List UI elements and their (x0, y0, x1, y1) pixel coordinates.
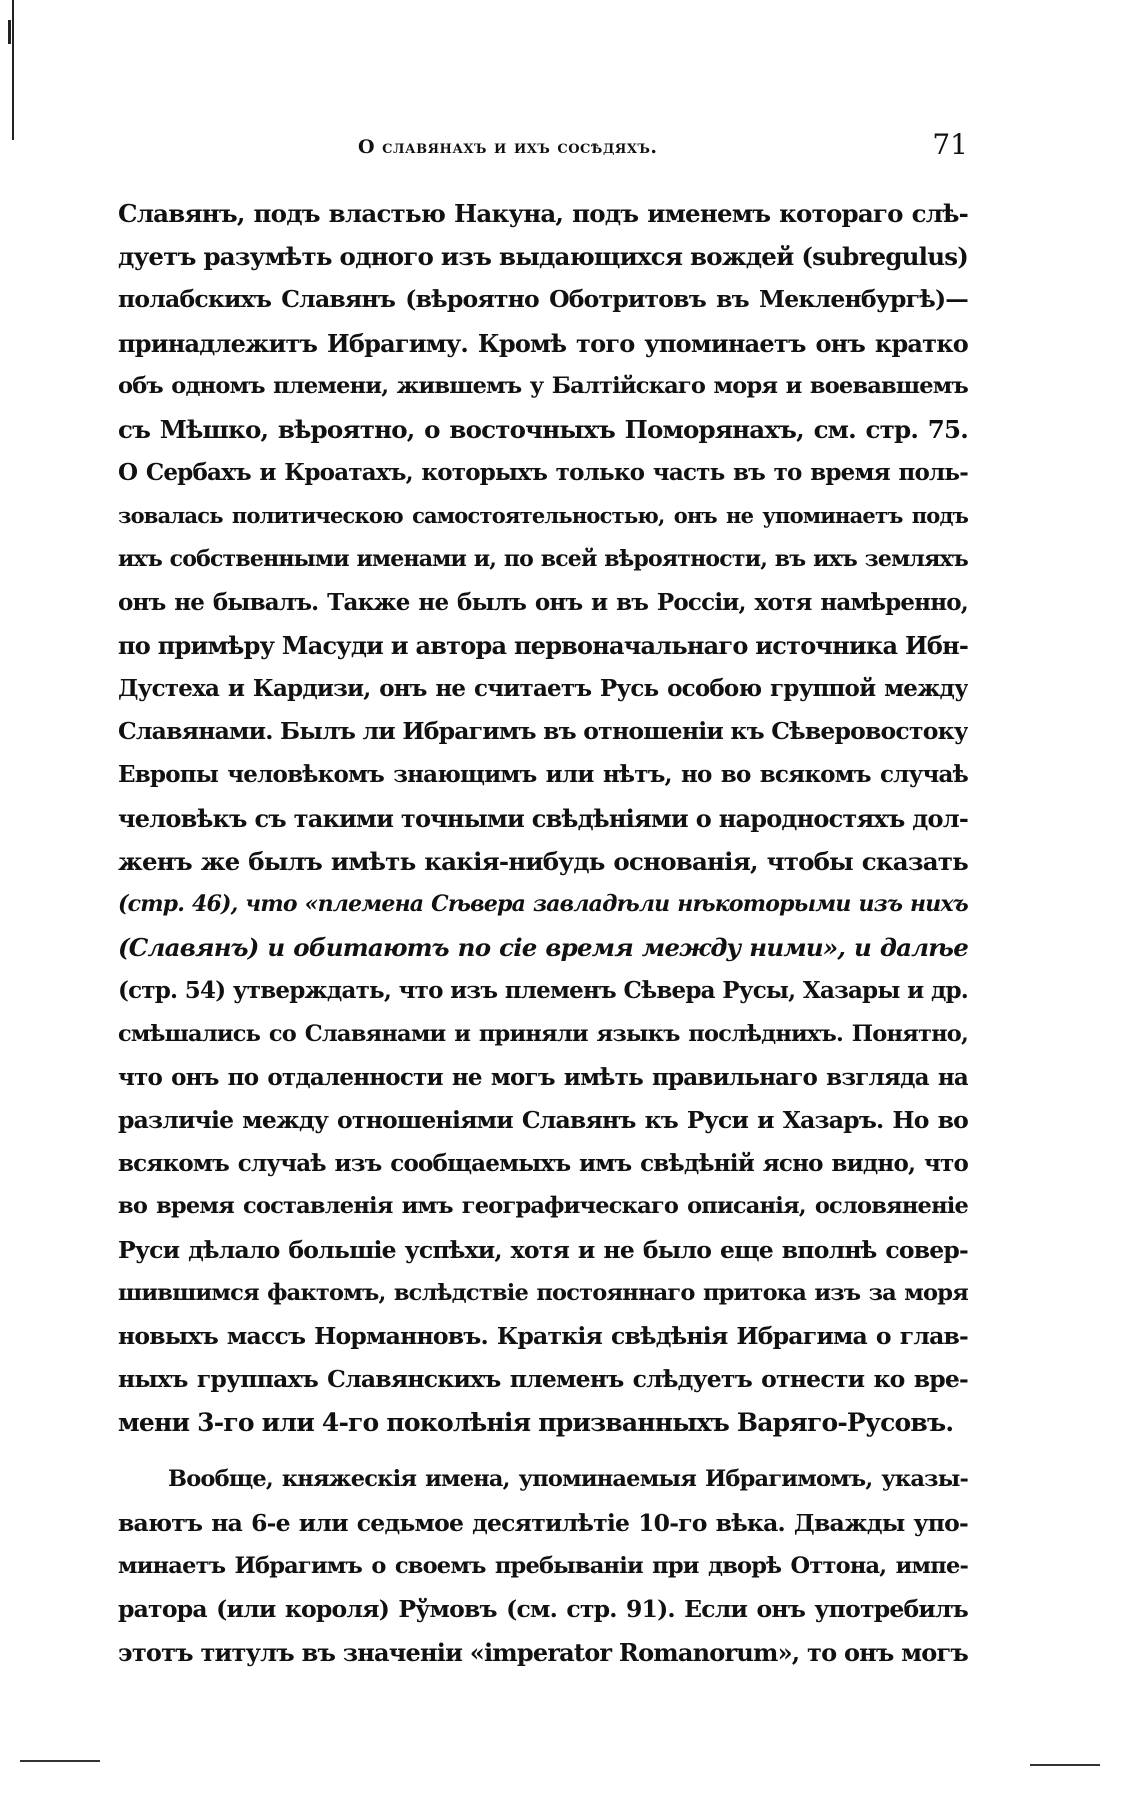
text-line: ратора (или короля) Рўмовъ (см. стр. 91). Если онъ употребилъ (118, 1595, 968, 1623)
paragraph-1 (118, 192, 968, 1444)
text-line: человѣкъ съ такими точными свѣдѣніями о народностяхъ дол- (118, 803, 968, 833)
running-head (118, 128, 968, 168)
text-line: (стр. 54) утверждать, что изъ племенъ Сѣвера Русы, Хазары и др. (118, 977, 968, 1005)
paragraph-2 (118, 1458, 968, 1674)
text-line: ихъ собственными именами и, по всей вѣроятности, въ ихъ земляхъ (118, 545, 968, 572)
text-line: Славянами. Былъ ли Ибрагимъ въ отношеніи къ Сѣверовостоку (118, 717, 968, 746)
text-line: дуетъ разумѣть одного изъ выдающихся вождей (subregulus) (118, 242, 968, 272)
text-line-quote: (стр. 46), что «племена Сѣвера завладѣли нѣкоторыми изъ нихъ (118, 891, 968, 917)
text-line: онъ не бывалъ. Также не былъ онъ и въ Россіи, хотя намѣренно, (118, 588, 968, 616)
text-line: минаетъ Ибрагимъ о своемъ пребываніи при дворѣ Оттона, импе- (118, 1552, 968, 1579)
text-line: Славянъ, подъ властью Накуна, подъ именемъ которагo слѣ- (118, 199, 968, 228)
text-line: Европы человѣкомъ знающимъ или нѣтъ, но во всякомъ случаѣ (118, 761, 968, 789)
text-line: новыхъ массъ Норманновъ. Краткія свѣдѣнія Ибрагима о глав- (118, 1321, 968, 1350)
text-line: съ Мѣшко, вѣроятно, о восточныхъ Поморянахъ, см. стр. 75. (118, 414, 968, 444)
bottom-rule-left (20, 1760, 100, 1762)
text-line: Руси дѣлало большіе успѣхи, хотя и не было еще вполнѣ совер- (118, 1235, 968, 1264)
text-line: О Сербахъ и Кроатахъ, которыхъ только часть въ то время поль- (118, 459, 968, 487)
text-line: ныхъ группахъ Славянскихъ племенъ слѣдуетъ отнести ко вре- (118, 1365, 968, 1394)
running-title: О славянахъ и ихъ сосѣдяхъ. (358, 136, 658, 158)
text-line: женъ же былъ имѣть какія-нибудь основанія, чтобы сказать (118, 846, 968, 876)
text-line: Вообще, княжескія имена, упоминаемыя Ибрагимомъ, указы- (168, 1466, 968, 1493)
text-line: во время составленія имъ географическаго описанія, ословяненіе (118, 1193, 968, 1220)
text-line: принадлежитъ Ибрагиму. Кромѣ того упоминаетъ онъ кратко (118, 328, 968, 358)
text-line: мени 3-го или 4-го поколѣнія призванныхъ Варяго-Русовъ. (118, 1408, 954, 1438)
margin-mark (8, 20, 21, 44)
text-line: этотъ титулъ въ значеніи «imperator Romanorum», то онъ могъ (118, 1638, 968, 1668)
body-text (118, 192, 968, 1674)
text-line-quote: (Славянъ) и обитаютъ по сіе время между ними», и далѣе (118, 933, 968, 963)
text-line: зовалась политическою самостоятельностью, онъ не упоминаетъ подъ (118, 503, 968, 529)
text-line: полабскихъ Славянъ (вѣроятно Оботритовъ въ Мекленбургѣ)— (118, 285, 968, 314)
text-line: объ одномъ племени, жившемъ у Балтійскаго моря и воевавшемъ (118, 372, 968, 399)
text-line: что онъ по отдаленности не могъ имѣть правильнаго взгляда на (118, 1063, 968, 1091)
page-number: 71 (932, 128, 968, 161)
text-line: шившимся фактомъ, вслѣдствіе постояннаго притока изъ за моря (118, 1279, 968, 1306)
text-line: смѣшались со Славянами и приняли языкъ послѣднихъ. Понятно, (118, 1020, 968, 1047)
text-line: всякомъ случаѣ изъ сообщаемыхъ имъ свѣдѣній ясно видно, что (118, 1150, 968, 1178)
text-line: Дустеха и Кардизи, онъ не считаетъ Русь особою группой между (118, 675, 968, 703)
text-line: различіе между отношеніями Славянъ къ Руси и Хазаръ. Но во (118, 1105, 968, 1134)
bottom-rule-right (1030, 1764, 1100, 1766)
paragraph-gap (118, 1444, 968, 1458)
text-line: ваютъ на 6-е или седьмое десятилѣтіе 10-го вѣка. Дважды упо- (118, 1508, 968, 1537)
text-line: по примѣру Масуди и автора первоначальнаго источника Ибн- (118, 630, 968, 660)
